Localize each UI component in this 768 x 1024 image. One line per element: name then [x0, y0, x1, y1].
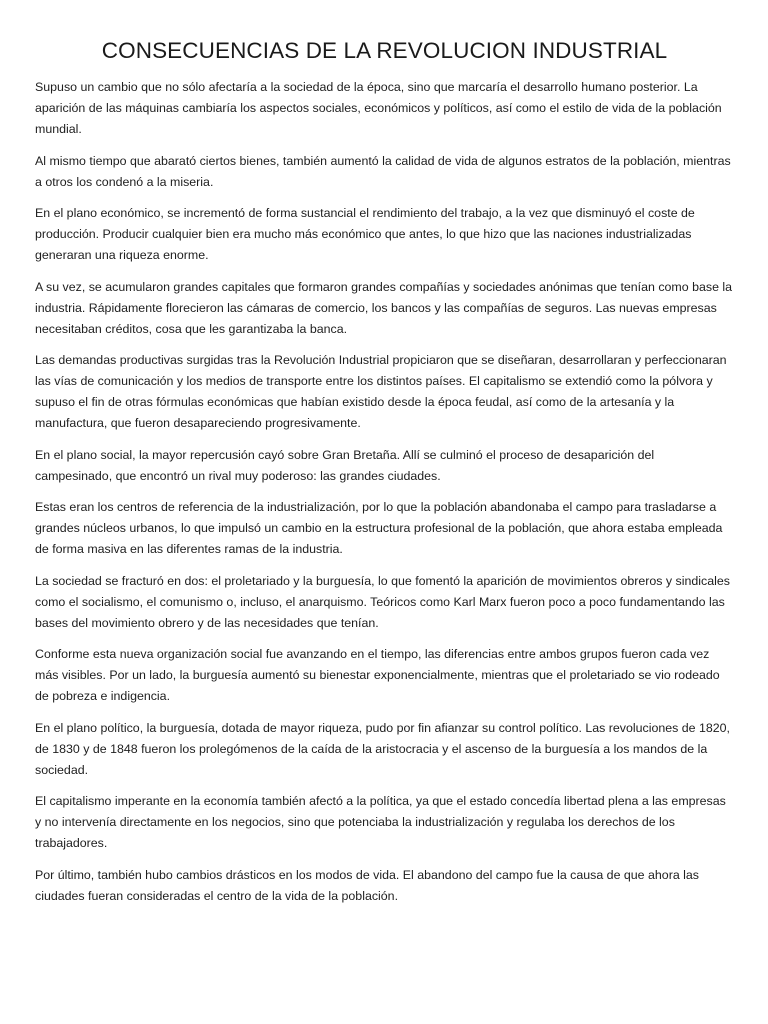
paragraph: Al mismo tiempo que abarató ciertos bienes, también aumentó la calidad de vida de algunos estratos de la población, mientras a otros los condenó a la miseria. [35, 153, 731, 189]
paragraph: Conforme esta nueva organización social fue avanzando en el tiempo, las diferencias entre ambos grupos fueron cada vez más visibles. Por un lado, la burguesía aumentó su bienestar exponencialmente, mientras que el proletariado se vio rodeado de pobreza e indigencia. [35, 647, 720, 703]
paragraph: En el plano político, la burguesía, dotada de mayor riqueza, pudo por fin afianzar su control político. Las revoluciones de 1820, de 1830 y de 1848 fueron los prolegómenos de la caída de la aristocracia y el ascenso de la burguesía a los mandos de la sociedad. [35, 720, 731, 777]
paragraph: En el plano social, la mayor repercusión cayó sobre Gran Bretaña. Allí se culminó el proceso de desaparición del campesinado, que encontró un rival muy poderoso: las grandes ciudades. [35, 447, 655, 483]
paragraph: La sociedad se fracturó en dos: el proletariado y la burguesía, lo que fomentó la aparición de movimientos obreros y sindicales como el socialismo, el comunismo o, incluso, el anarquismo. Teóricos como Karl Marx fueron poco a poco fundamentando las bases del movimiento obrero y de las necesidades que tenían. [35, 573, 730, 630]
paragraph: Supuso un cambio que no sólo afectaría a la sociedad de la época, sino que marcaría el desarrollo humano posterior. La aparición de las máquinas cambiaría los aspectos sociales, económicos y políticos, así como el estilo de vida de la población mundial. [35, 80, 722, 136]
document-body [35, 77, 734, 907]
paragraph: El capitalismo imperante en la economía también afectó a la política, ya que el estado concedía libertad plena a las empresas y no intervenía directamente en los negocios, sino que potenciaba la industrialización y regulaba los derechos de los trabajadores. [35, 794, 726, 850]
paragraph: Estas eran los centros de referencia de la industrialización, por lo que la población abandonaba el campo para trasladarse a grandes núcleos urbanos, lo que impulsó un cambio en la estructura profesional de la población, que ahora estaba empleada de forma masiva en las diferentes ramas de la industria. [35, 500, 723, 556]
paragraph: A su vez, se acumularon grandes capitales que formaron grandes compañías y sociedades anónimas que tenían como base la industria. Rápidamente florecieron las cámaras de comercio, los bancos y las compañías de seguros. Las nuevas empresas necesitaban créditos, cosa que les garantizaba la banca. [35, 279, 733, 336]
paragraph: En el plano económico, se incrementó de forma sustancial el rendimiento del trabajo, a la vez que disminuyó el coste de producción. Producir cualquier bien era mucho más económico que antes, lo que hizo que las naciones industrializadas generaran una riqueza enorme. [35, 206, 695, 262]
paragraph: Por último, también hubo cambios drásticos en los modos de vida. El abandono del campo fue la causa de que ahora las ciudades fueran consideradas el centro de la vida de la población. [35, 867, 699, 903]
document-title: CONSECUENCIAS DE LA REVOLUCION INDUSTRIAL [101, 38, 668, 63]
paragraph: Las demandas productivas surgidas tras la Revolución Industrial propiciaron que se diseñaran, desarrollaran y perfeccionaran las vías de comunicación y los medios de transporte entre los distintos países. El capitalismo se extendió como la pólvora y supuso el fin de otras fórmulas económicas que habían existido desde la época feudal, así como de la artesanía y la manufactura, que fueron desapareciendo progresivamente. [35, 353, 727, 430]
